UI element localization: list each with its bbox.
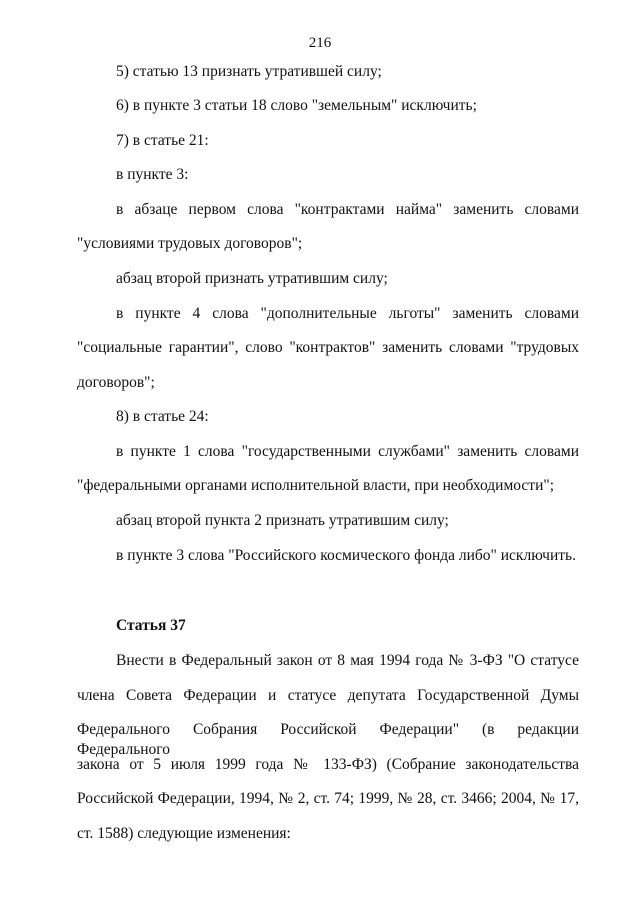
article-paragraph-line: ст. 1588) следующие изменения:	[77, 825, 291, 842]
article-paragraph-line: члена Совета Федерации и статусе депутата Государственной Думы	[77, 687, 579, 704]
paragraph-line: "условиями трудовых договоров";	[77, 235, 303, 252]
paragraph-line: "федеральными органами исполнительной власти, при необходимости";	[77, 477, 555, 494]
paragraph-line: в абзаце первом слова "контрактами найма" заменить словами	[116, 201, 579, 218]
paragraph-line: в пункте 1 слова "государственными службами" заменить словами	[116, 443, 579, 460]
paragraph-line: в пункте 4 слова "дополнительные льготы" заменить словами	[116, 305, 579, 322]
paragraph-line: в пункте 3 слова "Российского космического фонда либо" исключить.	[116, 547, 576, 564]
article-paragraph-line: Федерального Собрания Российской Федерации" (в редакции Федерального	[77, 721, 579, 758]
article-paragraph-line: Внести в Федеральный закон от 8 мая 1994 года № 3-ФЗ "О статусе	[116, 652, 579, 669]
paragraph-line: "социальные гарантии", слово "контрактов" заменить словами "трудовых	[77, 339, 579, 356]
paragraph-line: договоров";	[77, 374, 155, 391]
list-item-7: 7) в статье 21:	[116, 132, 209, 149]
subitem-point-3: в пункте 3:	[116, 166, 189, 183]
list-item-8: 8) в статье 24:	[116, 408, 209, 425]
list-item-6: 6) в пункте 3 статьи 18 слово "земельным" исключить;	[116, 97, 477, 114]
paragraph-line: абзац второй пункта 2 признать утратившим силу;	[116, 512, 449, 529]
article-heading: Статья 37	[116, 617, 186, 634]
paragraph-line: абзац второй признать утратившим силу;	[116, 270, 388, 287]
article-paragraph-line: Российской Федерации, 1994, № 2, ст. 74; 1999, № 28, ст. 3466; 2004, № 17,	[77, 790, 579, 807]
list-item-5: 5) статью 13 признать утратившей силу;	[116, 63, 382, 80]
article-paragraph-line: закона от 5 июля 1999 года № 133-ФЗ) (Собрание законодательства	[77, 756, 579, 773]
page-number: 216	[308, 35, 332, 51]
